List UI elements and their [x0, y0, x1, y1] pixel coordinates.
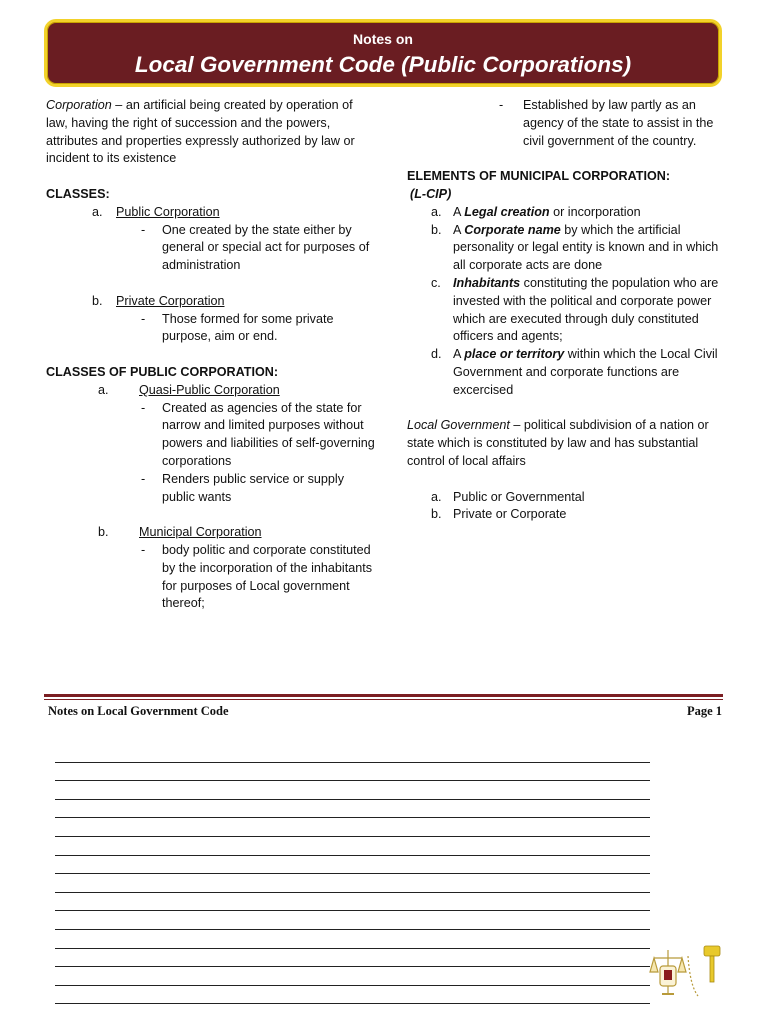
note-line	[55, 763, 650, 782]
list-marker: b.	[92, 293, 103, 308]
note-line	[55, 893, 650, 912]
type-label: Private or Corporate	[453, 507, 567, 522]
bullet-text: Those formed for some private purpose, aim or end.	[162, 311, 334, 344]
element-prefix: A	[453, 222, 465, 237]
footer-title: Notes on Local Government Code	[48, 704, 229, 718]
element-item	[407, 222, 727, 275]
corporation-term: Corporation	[46, 98, 112, 112]
list-item	[407, 506, 727, 524]
element-item	[407, 275, 727, 346]
corporation-definition	[46, 97, 376, 168]
list-marker: b.	[431, 507, 442, 522]
bullet-text: Established by law partly as an agency of the state to assist in the civil government of the country.	[523, 98, 714, 148]
note-line	[55, 744, 650, 763]
element-key: Corporate name	[464, 222, 561, 237]
element-text	[453, 275, 727, 346]
municipal-corporation-label: Municipal Corporation	[139, 525, 262, 540]
bullet-dash: -	[141, 222, 146, 237]
list-item	[407, 489, 727, 507]
footer-rule-thin	[44, 699, 723, 700]
bullet-item	[46, 542, 376, 613]
bullet-item	[407, 97, 727, 150]
list-item	[46, 204, 376, 222]
list-marker: b.	[98, 525, 109, 540]
bullet-dash: -	[141, 400, 146, 415]
bullet-text: Created as agencies of the state for narrow and limited purposes without powers and liabilities of self-governing corporations	[162, 400, 375, 468]
element-item	[407, 346, 727, 399]
emblem-shield	[664, 970, 672, 980]
list-marker: b.	[431, 222, 442, 237]
elements-heading: ELEMENTS OF MUNICIPAL CORPORATION:	[407, 169, 671, 184]
element-rest: or incorporation	[549, 204, 641, 219]
local-government-text: – political subdivision of a nation or state which is constituted by law and has substantial control of local affairs	[407, 418, 709, 468]
page-title: Local Government Code (Public Corporations)	[134, 52, 632, 77]
list-item	[46, 382, 376, 400]
banner-subtitle: Notes on	[353, 31, 413, 47]
element-prefix: A	[453, 204, 465, 219]
bullet-text: body politic and corporate constituted by the incorporation of the inhabitants for purposes of Local government thereof;	[162, 542, 373, 611]
note-line	[55, 837, 650, 856]
note-line	[55, 967, 650, 986]
justice-emblem-icon	[648, 942, 722, 1002]
note-line	[55, 781, 650, 800]
element-item	[407, 204, 727, 222]
list-item	[46, 524, 376, 542]
list-marker: a.	[431, 489, 442, 504]
left-column	[46, 97, 376, 613]
local-government-term: Local Government	[407, 418, 510, 433]
note-line	[55, 874, 650, 893]
list-marker: a.	[92, 204, 103, 219]
private-corporation-label: Private Corporation	[116, 293, 225, 308]
bullet-item	[46, 400, 376, 471]
bullet-text: One created by the state either by general or special act for purposes of administration	[162, 222, 370, 273]
element-key: Inhabitants	[453, 275, 521, 290]
element-key: Legal creation	[464, 204, 550, 219]
element-rest: within which the Local Civil Government and corporate functions are excercised	[453, 347, 718, 397]
quasi-public-label: Quasi-Public Corporation	[139, 382, 280, 397]
element-rest: by which the artificial personality or legal entity is known and in which all corporate acts are done	[453, 222, 719, 273]
element-text	[453, 204, 727, 222]
element-prefix: A	[453, 347, 465, 362]
note-line	[55, 986, 650, 1005]
element-rest: constituting the population who are invested with the political and corporate power which are executed through duly constituted officers and agents;	[453, 275, 719, 344]
note-line	[55, 818, 650, 837]
element-text	[453, 222, 727, 275]
bullet-dash: -	[141, 471, 146, 486]
note-line	[55, 911, 650, 930]
right-column	[407, 97, 727, 524]
note-line	[55, 800, 650, 819]
bullet-dash: -	[141, 542, 146, 557]
list-marker: d.	[431, 347, 442, 362]
bullet-item	[46, 222, 376, 275]
list-marker: a.	[98, 382, 109, 397]
page-number: Page 1	[686, 704, 722, 718]
type-label: Public or Governmental	[453, 489, 585, 504]
note-line	[55, 856, 650, 875]
list-marker: c.	[431, 275, 441, 290]
footer-rule	[44, 694, 723, 697]
list-item	[46, 293, 376, 311]
element-text	[453, 346, 727, 399]
element-key: place or territory	[464, 347, 565, 362]
classes-heading: CLASSES:	[46, 186, 110, 201]
bullet-text: Renders public service or supply public wants	[162, 471, 344, 504]
bullet-dash: -	[499, 98, 504, 112]
bullet-item	[46, 311, 376, 347]
elements-mnemonic: (L-CIP)	[410, 186, 452, 201]
local-government-definition	[407, 417, 727, 470]
bullet-dash: -	[141, 311, 146, 326]
public-classes-heading: CLASSES OF PUBLIC CORPORATION:	[46, 364, 279, 379]
list-marker: a.	[431, 204, 442, 219]
bullet-item	[46, 471, 376, 507]
title-banner	[44, 19, 722, 87]
public-corporation-label: Public Corporation	[116, 204, 220, 219]
note-line	[55, 949, 650, 968]
note-line	[55, 930, 650, 949]
corporation-text: – an artificial being created by operation of law, having the right of succession and the powers, attributes and properties expressly authorized by law or incident to its existence	[46, 98, 355, 166]
notes-area	[55, 744, 650, 1004]
